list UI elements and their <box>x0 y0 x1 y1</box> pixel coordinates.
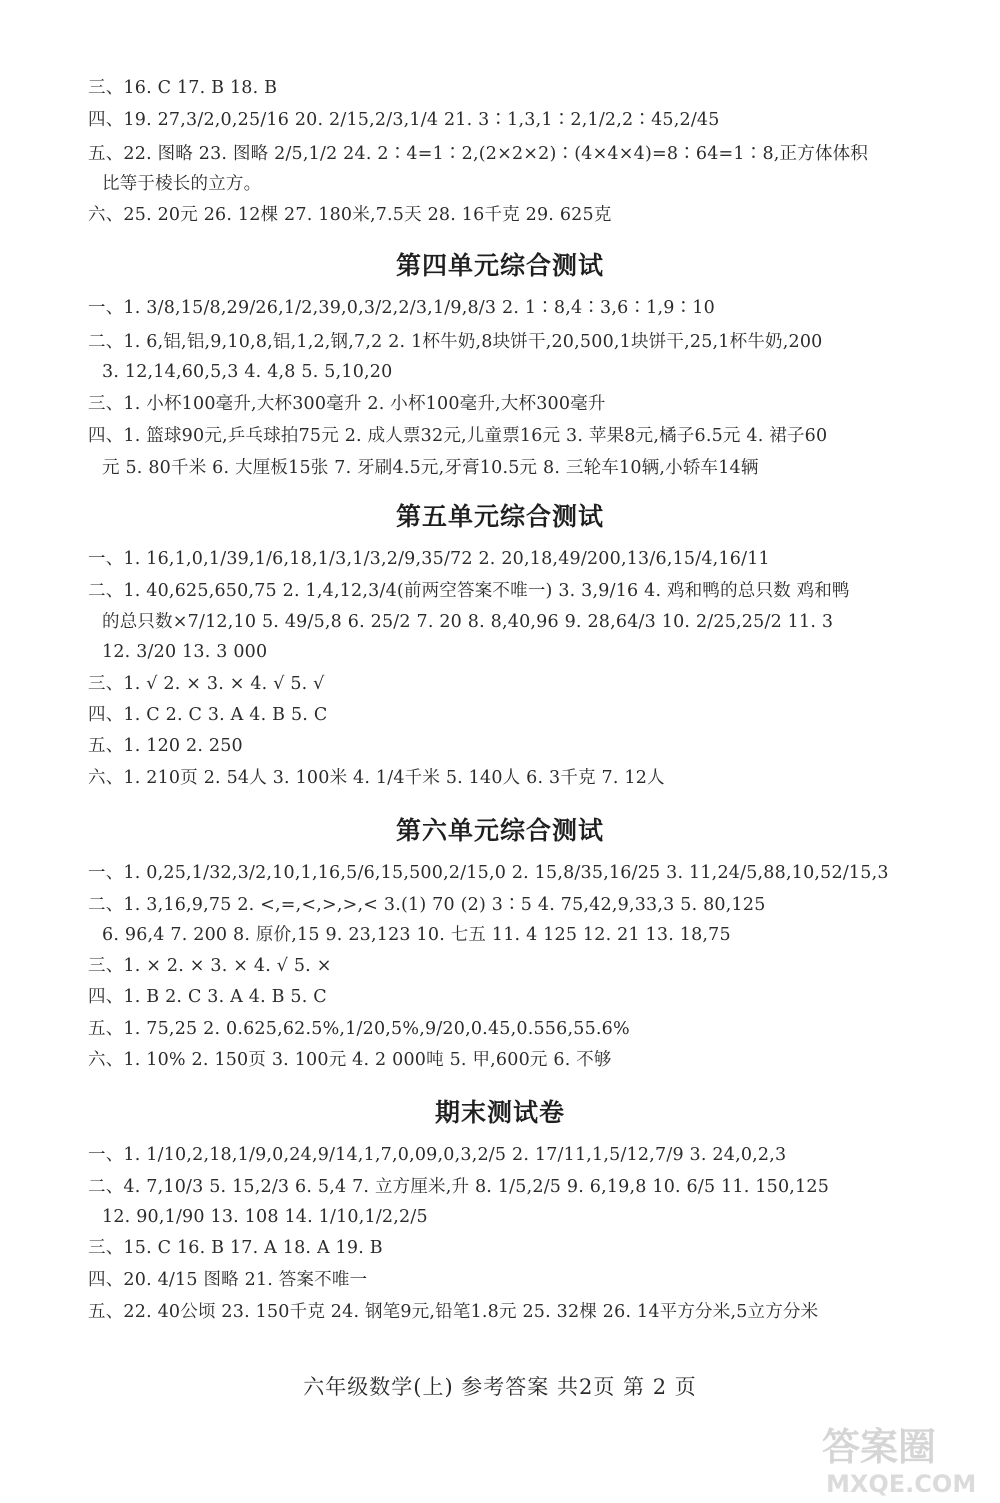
answer-line: 元 5. 80千米 6. 大厘板15张 7. 牙刷4.5元,牙膏10.5元 8. 三轮车10辆,小轿车14辆 <box>102 458 759 478</box>
answer-line: 五、1. 75,25 2. 0.625,62.5%,1/20,5%,9/20,0.45,0.556,55.6% <box>88 1019 630 1039</box>
answer-line: 比等于棱长的立方。 <box>102 174 262 194</box>
answer-line: 六、25. 20元 26. 12棵 27. 180米,7.5天 28. 16千克 29. 625克 <box>88 205 612 225</box>
answer-line: 12. 90,1/90 13. 108 14. 1/10,1/2,2/5 <box>102 1207 428 1227</box>
answer-line: 一、1. 16,1,0,1/39,1/6,18,1/3,1/3,2/9,35/72 2. 20,18,49/200,13/6,15/4,16/11 <box>88 549 770 569</box>
answer-line: 六、1. 10% 2. 150页 3. 100元 4. 2 000吨 5. 甲,600元 6. 不够 <box>88 1050 612 1070</box>
section-heading: 第四单元综合测试 <box>395 251 604 280</box>
answer-line: 三、1. 小杯100毫升,大杯300毫升 2. 小杯100毫升,大杯300毫升 <box>88 394 606 414</box>
answer-line: 四、20. 4/15 图略 21. 答案不唯一 <box>88 1270 368 1290</box>
section-heading: 期末测试卷 <box>434 1098 565 1127</box>
section-heading: 第五单元综合测试 <box>395 502 604 531</box>
answer-line: 3. 12,14,60,5,3 4. 4,8 5. 5,10,20 <box>102 362 393 382</box>
answer-line: 五、1. 120 2. 250 <box>88 736 243 756</box>
page-footer: 六年级数学(上) 参考答案 共2页 第 2 页 <box>303 1375 697 1399</box>
answer-line: 四、1. B 2. C 3. A 4. B 5. C <box>88 987 327 1007</box>
answer-line: 三、1. √ 2. × 3. × 4. √ 5. √ <box>88 674 325 694</box>
answer-line: 二、1. 3,16,9,75 2. <,=,<,>,>,< 3.(1) 70 (2) 3∶5 4. 75,42,9,33,3 5. 80,125 <box>88 895 766 915</box>
watermark-logo <box>812 1418 992 1498</box>
answer-line: 6. 96,4 7. 200 8. 原价,15 9. 23,123 10. 七五 11. 4 125 12. 21 13. 18,75 <box>102 925 731 945</box>
answer-line: 一、1. 0,25,1/32,3/2,10,1,16,5/6,15,500,2/15,0 2. 15,8/35,16/25 3. 11,24/5,88,10,52/15,3 <box>88 863 889 883</box>
section-heading: 第六单元综合测试 <box>395 816 604 845</box>
answer-line: 一、1. 1/10,2,18,1/9,0,24,9/14,1,7,0,09,0,3,2/5 2. 17/11,1,5/12,7/9 3. 24,0,2,3 <box>88 1145 787 1165</box>
answer-line: 三、1. × 2. × 3. × 4. √ 5. × <box>88 956 332 976</box>
answer-line: 四、1. 篮球90元,乒乓球拍75元 2. 成人票32元,儿童票16元 3. 苹果8元,橘子6.5元 4. 裙子60 <box>88 426 828 446</box>
answer-line: 四、1. C 2. C 3. A 4. B 5. C <box>88 705 328 725</box>
answer-line: 的总只数×7/12,10 5. 49/5,8 6. 25/2 7. 20 8. 8,40,96 9. 28,64/3 10. 2/25,25/2 11. 3 <box>102 612 834 632</box>
watermark-text: 答案圈 <box>822 1425 937 1469</box>
answer-line: 一、1. 3/8,15/8,29/26,1/2,39,0,3/2,2/3,1/9,8/3 2. 1∶8,4∶3,6∶1,9∶10 <box>88 298 715 318</box>
answer-line: 二、4. 7,10/3 5. 15,2/3 6. 5,4 7. 立方厘米,升 8. 1/5,2/5 9. 6,19,8 10. 6/5 11. 150,125 <box>88 1177 830 1197</box>
answer-line: 三、16. C 17. B 18. B <box>88 78 278 98</box>
answer-line: 五、22. 40公顷 23. 150千克 24. 钢笔9元,铅笔1.8元 25. 32棵 26. 14平方分米,5立方分米 <box>88 1302 819 1322</box>
answer-line: 12. 3/20 13. 3 000 <box>102 642 268 662</box>
watermark-url: MXQE.COM <box>826 1470 977 1498</box>
answer-line: 五、22. 图略 23. 图略 2/5,1/2 24. 2∶4=1∶2,(2×2×2)∶(4×4×4)=8∶64=1∶8,正方体体积 <box>88 144 869 164</box>
answer-line: 六、1. 210页 2. 54人 3. 100米 4. 1/4千米 5. 140人 6. 3千克 7. 12人 <box>88 768 665 788</box>
answer-line: 二、1. 6,铝,铝,9,10,8,铝,1,2,钢,7,2 2. 1杯牛奶,8块饼干,20,500,1块饼干,25,1杯牛奶,200 <box>88 332 823 352</box>
answer-line: 二、1. 40,625,650,75 2. 1,4,12,3/4(前两空答案不唯一) 3. 3,9/16 4. 鸡和鸭的总只数 鸡和鸭 <box>88 581 850 601</box>
answer-line: 三、15. C 16. B 17. A 18. A 19. B <box>88 1238 383 1258</box>
answer-line: 四、19. 27,3/2,0,25/16 20. 2/15,2/3,1/4 21. 3∶1,3,1∶2,1/2,2∶45,2/45 <box>88 110 720 130</box>
